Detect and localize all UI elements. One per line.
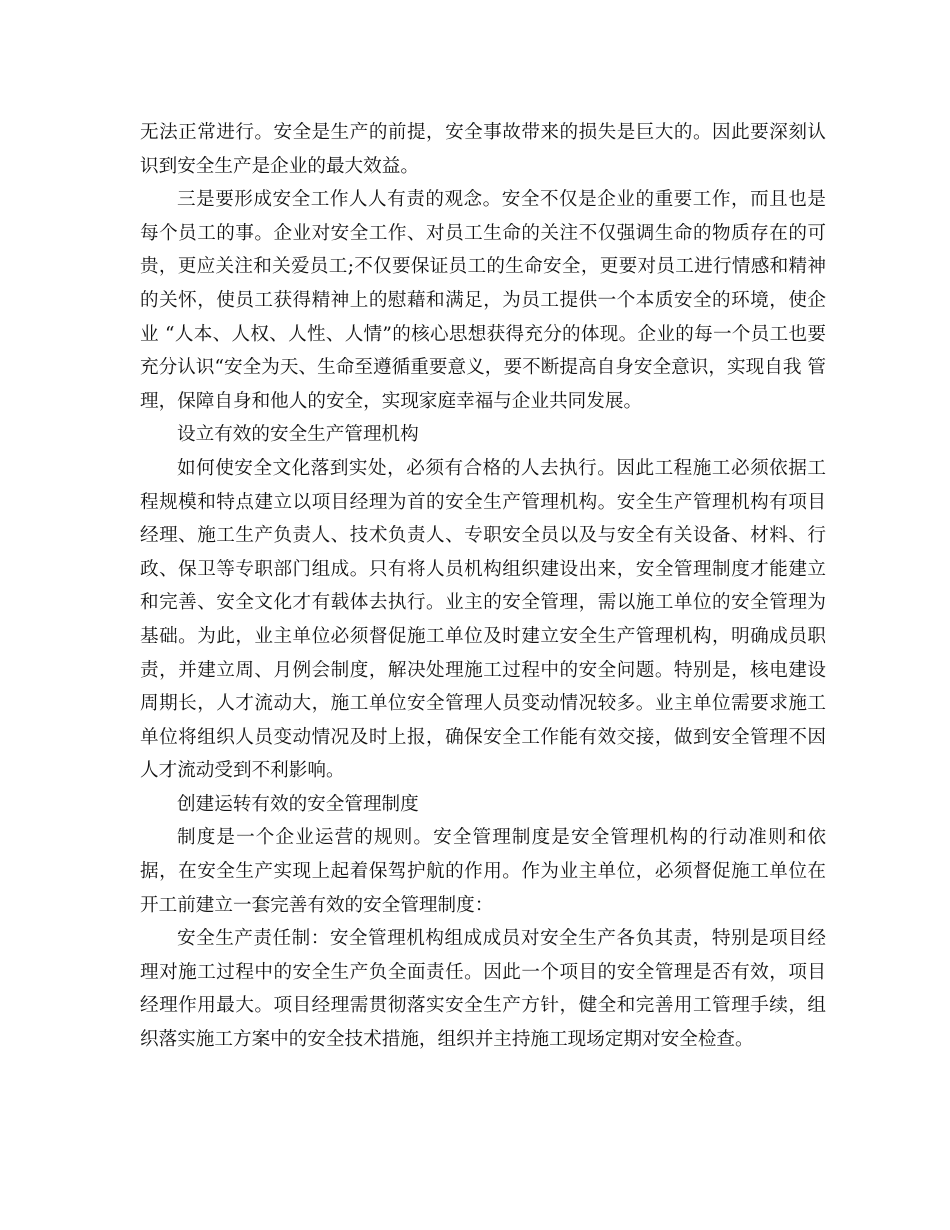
section-heading: 创建运转有效的安全管理制度 <box>177 793 419 815</box>
paragraph: 无法正常进行。安全是生产的前提，安全事故带来的损失是巨大的。因此要深刻认识到安全生产是企业的最大效益。 <box>140 122 826 177</box>
section-heading: 设立有效的安全生产管理机构 <box>177 424 419 446</box>
paragraph: 制度是一个企业运营的规则。安全管理制度是安全管理机构的行动准则和依据，在安全生产实现上起着保驾护航的作用。作为业主单位，必须督促施工单位在开工前建立一套完善有效的安全管理制度： <box>140 827 826 916</box>
paragraph: 三是要形成安全工作人人有责的观念。安全不仅是企业的重要工作，而且也是每个员工的事。企业对安全工作、对员工生命的关注不仅强调生命的物质存在的可贵，更应关注和关爱员工;不仅要保证员工的生命安全，更要对员工进行情感和精神的关怀，使员工获得精神上的慰藉和满足，为员工提供一个本质安全的环境，使企业 “人本、人权、人性、人情”的核心思想获得充分的体现。企业的每一个员工也要充分认识“安全为天、生命至遵循重要意义，要不断提高自身安全意识，实现自我 管理，保障自身和他人的安全，实现家庭幸福与企业共同发展。 <box>140 189 826 412</box>
paragraph: 安全生产责任制：安全管理机构组成成员对安全生产各负其责，特别是项目经理对施工过程中的安全生产负全面责任。因此一个项目的安全管理是否有效，项目经理作用最大。项目经理需贯彻落实安全生产方针，健全和完善用工管理手续，组织落实施工方案中的安全技术措施，组织并主持施工现场定期对安全检查。 <box>140 928 826 1051</box>
document-body <box>140 116 826 1057</box>
paragraph: 如何使安全文化落到实处，必须有合格的人去执行。因此工程施工必须依据工程规模和特点建立以项目经理为首的安全生产管理机构。安全生产管理机构有项目经理、施工生产负责人、技术负责人、专职安全员以及与安全有关设备、材料、行政、保卫等专职部门组成。只有将人员机构组织建设出来，安全管理制度才能建立和完善、安全文化才有载体去执行。业主的安全管理，需以施工单位的安全管理为基础。为此，业主单位必须督促施工单位及时建立安全生产管理机构，明确成员职责，并建立周、月例会制度，解决处理施工过程中的安全问题。特别是，核电建设周期长，人才流动大，施工单位安全管理人员变动情况较多。业主单位需要求施工单位将组织人员变动情况及时上报，确保安全工作能有效交接，做到安全管理不因人才流动受到不利影响。 <box>140 457 826 782</box>
